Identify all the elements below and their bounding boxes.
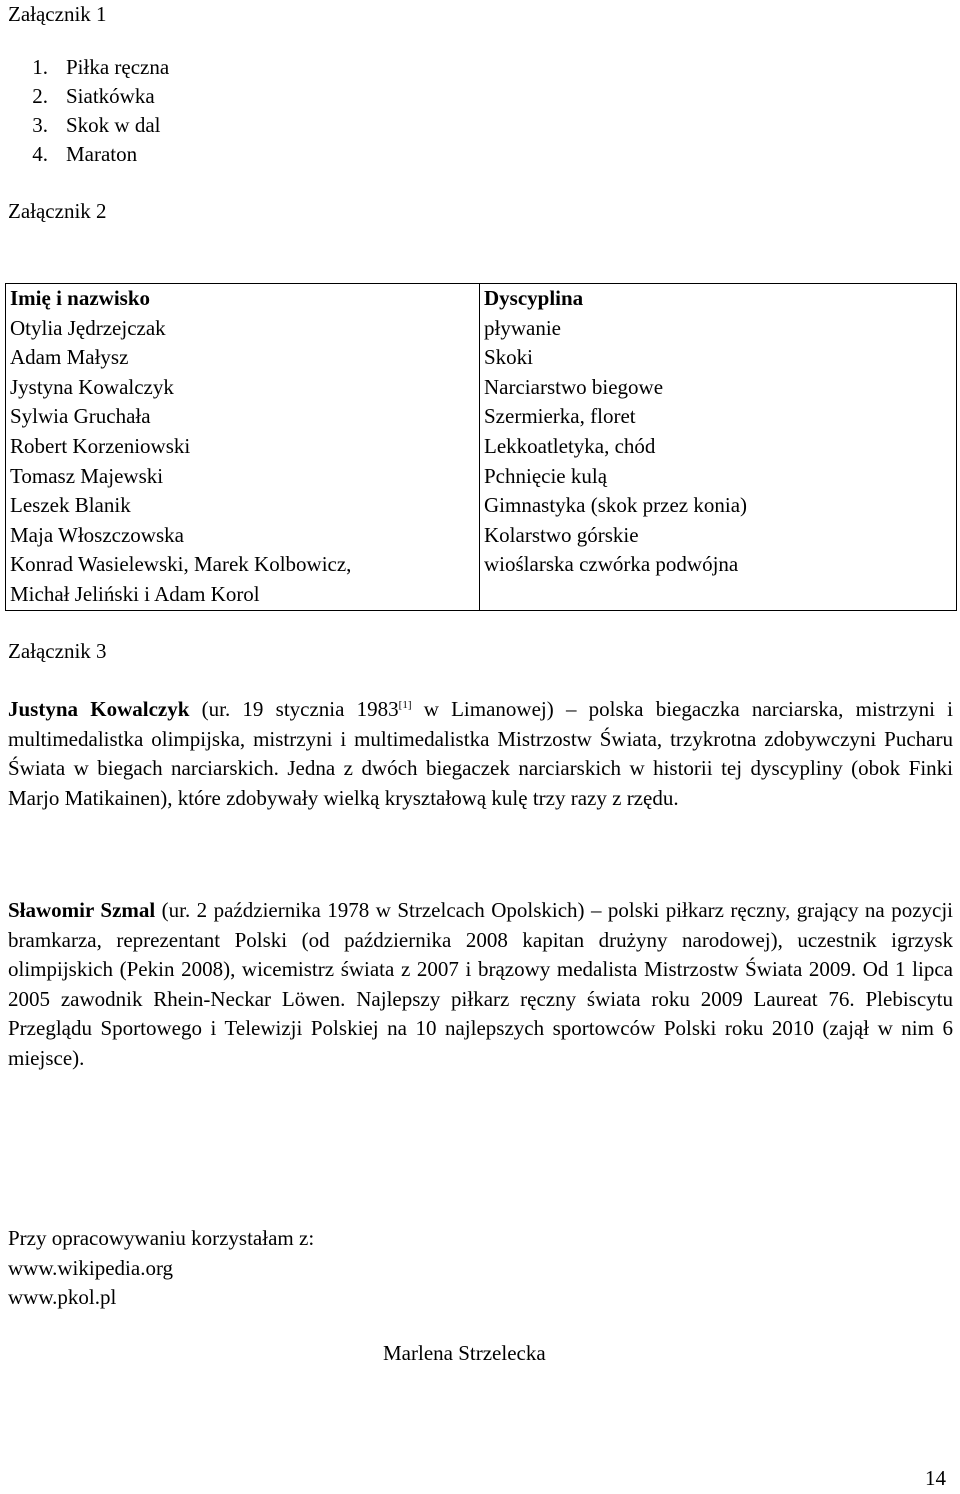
list-item: 1. Piłka ręczna: [32, 55, 170, 79]
page-number: 14: [925, 1466, 946, 1490]
discipline: pływanie: [484, 315, 561, 340]
discipline: Lekkoatletyka, chód: [484, 433, 656, 458]
bio-kowalczyk: Justyna Kowalczyk (ur. 19 stycznia 1983[1] w Limanowej) – polska biegaczka narciarska, mistrzyni i multimedalistka olimpijska, mistrzyni i multimedalistka Mistrzostw Świata, trzykrotna zdobywczyni Pucharu Świata w biegach narciarskich. Jedna z dwóch biegaczek narciarskich w historii tej dyscypliny (obok Finki Marjo Matikainen), które zdobywały wielką kryształową kulę trzy razy z rzędu.: [8, 697, 953, 810]
footnote-ref: [1]: [398, 699, 412, 711]
sources: [8, 1224, 314, 1313]
athlete-name: Jystyna Kowalczyk: [10, 374, 174, 399]
column-header-name: Imię i nazwisko: [10, 286, 151, 310]
athlete-name: Konrad Wasielewski, Marek Kolbowicz,: [10, 552, 352, 577]
athlete-name: Michał Jeliński i Adam Korol: [10, 581, 260, 606]
athlete-name: Adam Małysz: [10, 345, 129, 370]
athlete-name: Sylwia Gruchała: [10, 404, 151, 429]
list-item: 3. Skok w dal: [32, 113, 161, 137]
bio-name: Justyna Kowalczyk: [8, 697, 190, 721]
author-name: Marlena Strzelecka: [383, 1341, 546, 1365]
athletes-table: [5, 283, 957, 611]
source-link[interactable]: www.pkol.pl: [8, 1285, 117, 1309]
list-item: 4. Maraton: [32, 142, 138, 166]
annex1-title: Załącznik 1: [8, 2, 107, 26]
discipline: Gimnastyka (skok przez konia): [484, 493, 748, 518]
disciplines-cell: [480, 284, 957, 611]
discipline: Szermierka, floret: [484, 404, 636, 429]
discipline: Narciarstwo biegowe: [484, 374, 664, 399]
athlete-name: Leszek Blanik: [10, 493, 131, 518]
discipline: Kolarstwo górskie: [484, 522, 639, 547]
bio-name: Sławomir Szmal: [8, 898, 156, 922]
annex2-title: Załącznik 2: [8, 199, 107, 223]
column-header-discipline: Dyscyplina: [484, 286, 584, 310]
discipline: wioślarska czwórka podwójna: [484, 552, 739, 577]
discipline: Skoki: [484, 345, 534, 370]
athlete-name: Otylia Jędrzejczak: [10, 315, 166, 340]
athlete-name: Maja Włoszczowska: [10, 522, 184, 547]
list-item: 2. Siatkówka: [32, 84, 155, 108]
names-cell: [6, 284, 480, 611]
bio-szmal: Sławomir Szmal (ur. 2 października 1978 w Strzelcach Opolskich) – polski piłkarz ręczny, grający na pozycji bramkarza, reprezentant Polski (od października 2008 kapitan drużyny narodowej), uczestnik igrzysk olimpijskich (Pekin 2008), wicemistrz świata z 2007 i brązowy medalista Mistrzostw Świata 2009. Od 1 lipca 2005 zawodnik Rhein-Neckar Löwen. Najlepszy piłkarz ręczny świata roku 2009 Laureat 76. Plebiscytu Przeglądu Sportowego i Telewizji Polskiej na 10 najlepszych sportowców Polski roku 2010 (zajął w nim 6 miejsce).: [8, 898, 953, 1070]
athlete-name: Robert Korzeniowski: [10, 433, 191, 458]
annex3-title: Załącznik 3: [8, 639, 107, 663]
sources-intro: Przy opracowywaniu korzystałam z:: [8, 1226, 315, 1250]
sport-list: [0, 53, 169, 169]
athlete-name: Tomasz Majewski: [10, 463, 164, 488]
source-link[interactable]: www.wikipedia.org: [8, 1255, 174, 1280]
table-row: [6, 284, 957, 611]
discipline: Pchnięcie kulą: [484, 463, 608, 488]
